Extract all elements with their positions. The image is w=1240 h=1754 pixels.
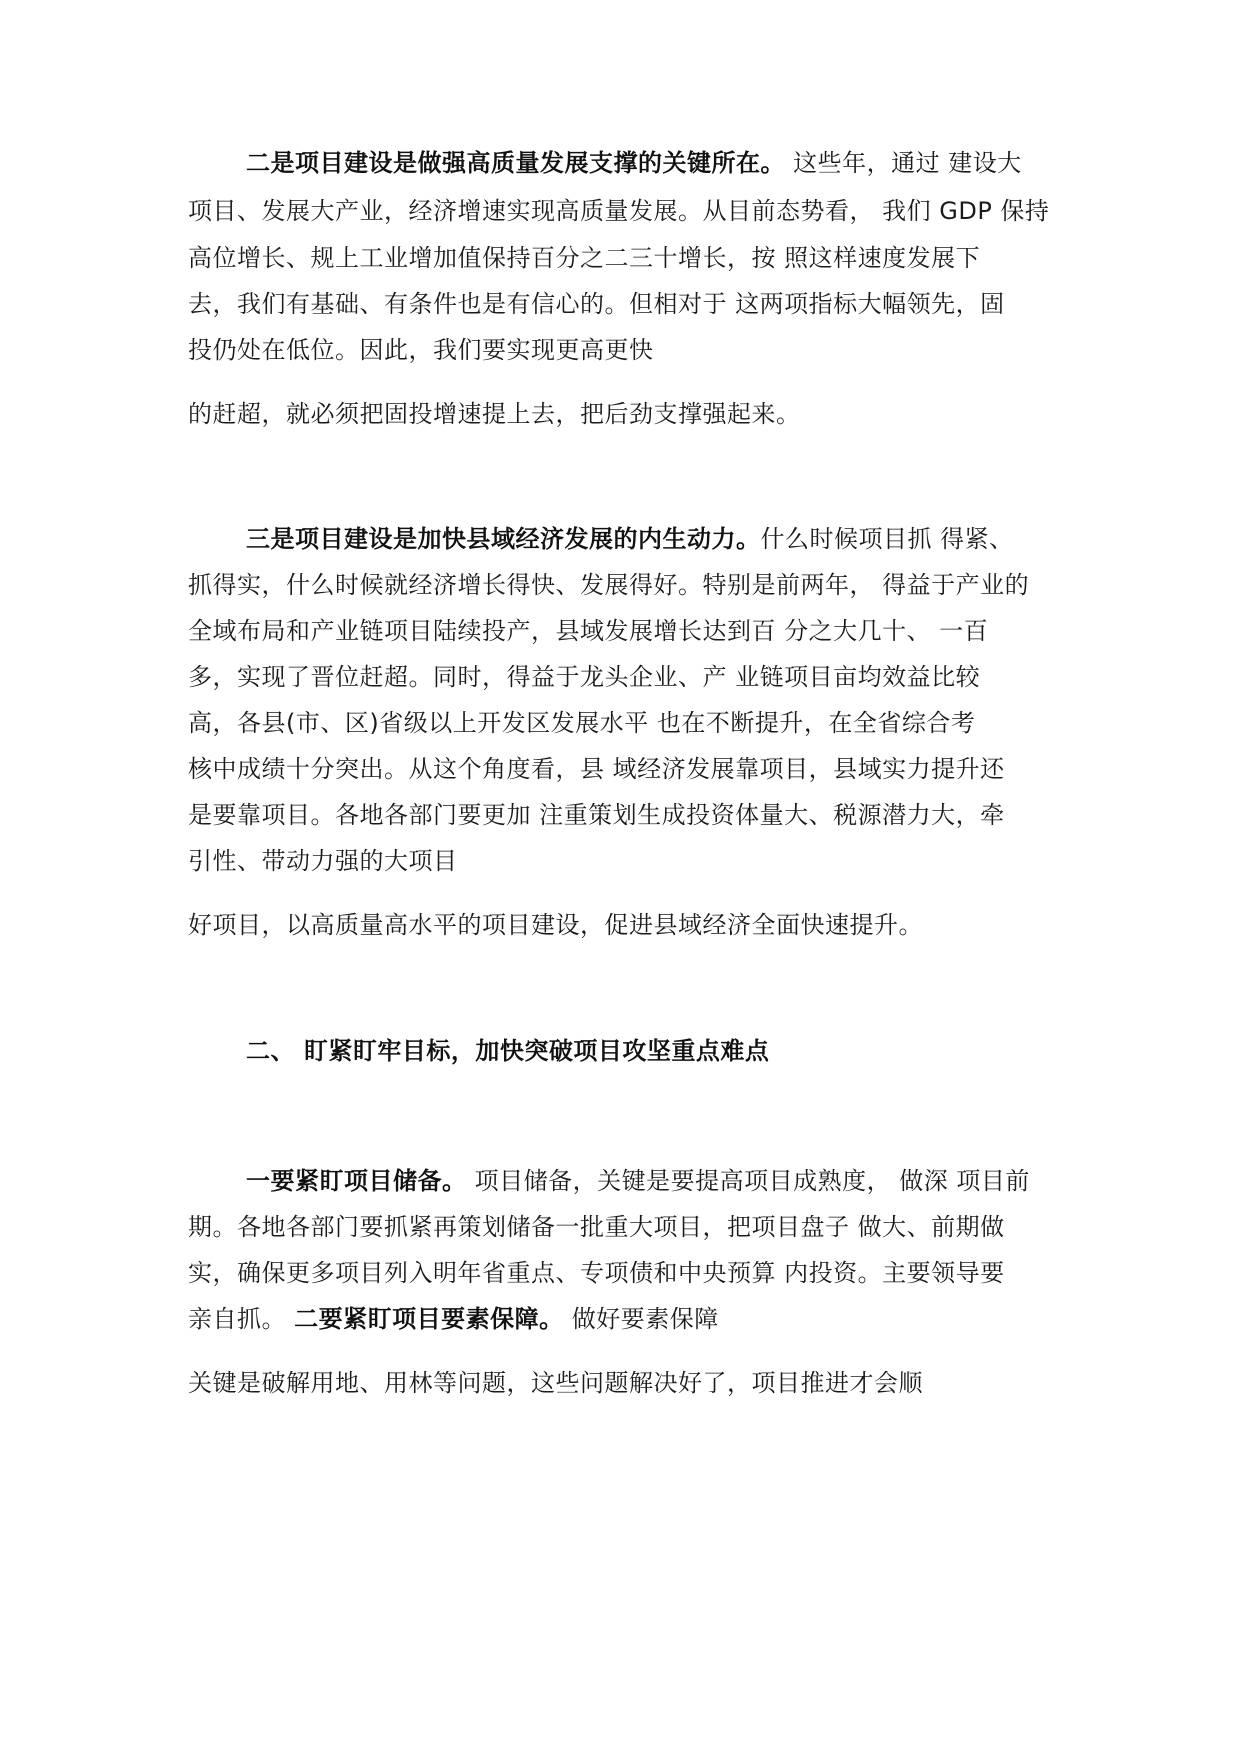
paragraph-2-line-1-text: 什么时候项目抓 得紧、 — [760, 525, 1014, 553]
paragraph-2-continuation: 好项目，以高质量高水平的项目建设，促进县域经济全面快速提升。 — [188, 911, 923, 939]
paragraph-1-line-4: 去，我们有基础、有条件也是有信心的。但相对于 这两项指标大幅领先，固 — [188, 290, 1005, 318]
paragraph-3-subheading: 二要紧盯项目要素保障。 — [294, 1305, 564, 1333]
paragraph-2-line-5: 高，各县(市、区)省级以上开发区发展水平 也在不断提升，在全省综合考 — [188, 709, 976, 737]
paragraph-3-line-4-start: 亲自抓。 — [188, 1305, 295, 1333]
paragraph-2-line-3: 全域布局和产业链项目陆续投产，县域发展增长达到百 分之大几十、 一百 — [188, 617, 989, 645]
paragraph-3-continuation: 关键是破解用地、用林等问题，这些问题解决好了，项目推进才会顺 — [188, 1369, 923, 1397]
paragraph-3-line-1 — [246, 1164, 1126, 1198]
paragraph-3-line-1-text: 项目储备，关键是要提高项目成熟度， 做深 项目前 — [466, 1167, 1030, 1195]
paragraph-2-line-1 — [246, 522, 1126, 556]
paragraph-3-line-4-text: 做好要素保障 — [563, 1305, 719, 1333]
paragraph-1-line-5: 投仍处在低位。因此，我们要实现更高更快 — [188, 336, 654, 364]
paragraph-1-line-2: 项目、发展大产业，经济增速实现高质量发展。从目前态势看， 我们 GDP 保持 — [188, 197, 1050, 225]
paragraph-2-line-4: 多，实现了晋位赶超。同时，得益于龙头企业、产 业链项目亩均效益比较 — [188, 663, 981, 691]
paragraph-2-line-2: 抓得实，什么时候就经济增长得快、发展得好。特别是前两年， 得益于产业的 — [188, 571, 1030, 599]
paragraph-3-line-2: 期。各地各部门要抓紧再策划储备一批重大项目，把项目盘子 做大、前期做 — [188, 1213, 1005, 1241]
paragraph-1-line-3: 高位增长、规上工业增加值保持百分之二三十增长，按 照这样速度发展下 — [188, 244, 981, 272]
paragraph-1-line-1-text: 这些年，通过 建设大 — [785, 149, 1022, 177]
paragraph-2-line-6: 核中成绩十分突出。从这个角度看，县 域经济发展靠项目，县域实力提升还 — [188, 755, 1005, 783]
paragraph-1-line-1 — [246, 146, 1126, 180]
paragraph-2-line-8: 引性、带动力强的大项目 — [188, 847, 458, 875]
section-heading: 二、 盯紧盯牢目标，加快突破项目攻坚重点难点 — [246, 1037, 770, 1065]
paragraph-1-lead: 二是项目建设是做强高质量发展支撑的关键所在。 — [246, 149, 785, 177]
paragraph-3-line-3: 实，确保更多项目列入明年省重点、专项债和中央预算 内投资。主要领导要 — [188, 1259, 1005, 1287]
paragraph-3-lead: 一要紧盯项目储备。 — [246, 1167, 467, 1195]
paragraph-2-lead: 三是项目建设是加快县域经济发展的内生动力。 — [246, 525, 761, 553]
paragraph-2-line-7: 是要靠项目。各地各部门要更加 注重策划生成投资体量大、税源潜力大，牵 — [188, 801, 1005, 829]
paragraph-3-line-4 — [188, 1302, 1068, 1336]
paragraph-1-continuation: 的赶超，就必须把固投增速提上去，把后劲支撑强起来。 — [188, 400, 801, 428]
